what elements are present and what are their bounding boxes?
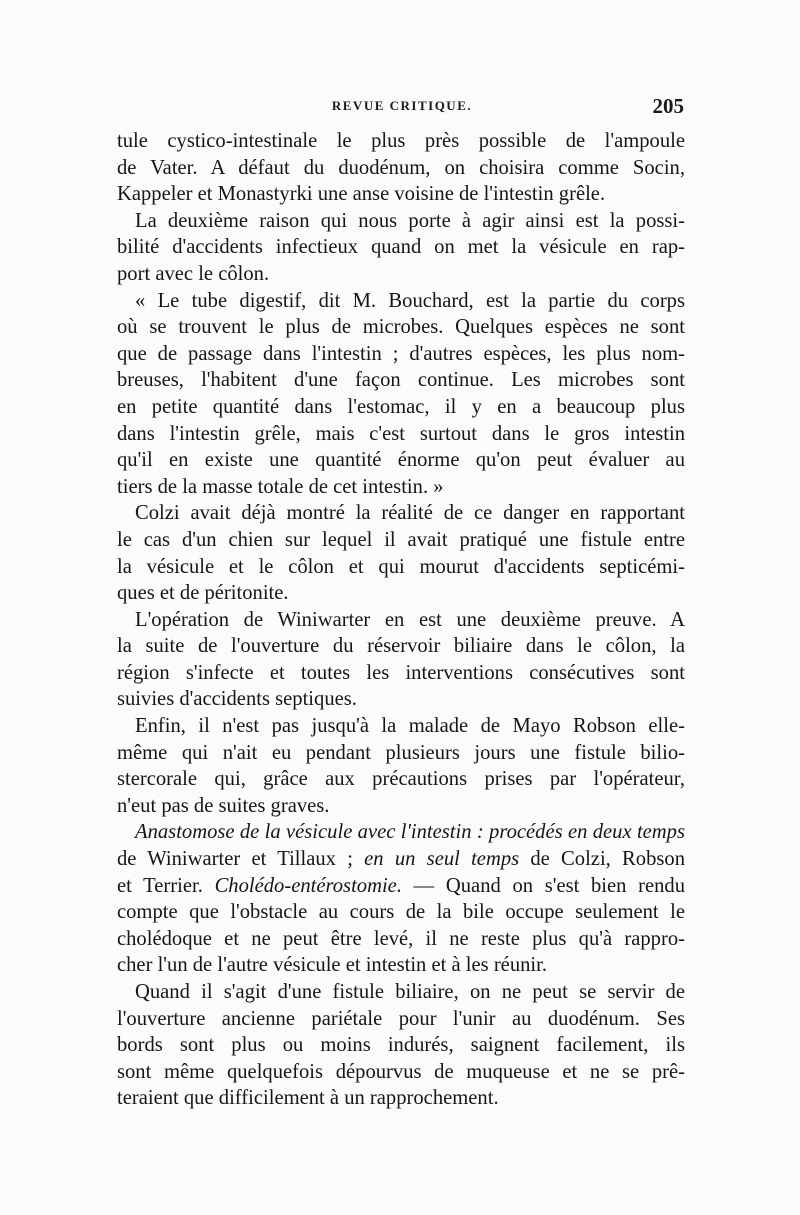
text-line: tiers de la masse totale de cet intestin. » xyxy=(117,475,444,498)
text-run: de Winiwarter et Tillaux ; xyxy=(117,848,365,871)
text-run: — Quand on s'est bien rendu xyxy=(401,874,685,897)
text-line: qu'il en existe une quantité énorme qu'on peut évaluer au xyxy=(117,449,685,472)
text-line: dans l'intestin grêle, mais c'est surtout dans le gros intestin xyxy=(117,422,685,445)
text-line: de Vater. A défaut du duodénum, on choisira comme Socin, xyxy=(117,156,685,179)
text-line: port avec le côlon. xyxy=(117,262,270,285)
italic-run: en un seul temps xyxy=(364,848,520,871)
text-line: La deuxième raison qui nous porte à agir ainsi est la possi- xyxy=(135,209,685,232)
text-line: bilité d'accidents infectieux quand on met la vésicule en rap- xyxy=(117,236,685,259)
running-title: REVUE CRITIQUE. xyxy=(331,98,473,113)
text-line xyxy=(117,846,685,873)
text-run: de Colzi, Robson xyxy=(519,848,685,871)
text-line: L'opération de Winiwarter en est une deuxième preuve. A xyxy=(135,608,685,631)
text-line: le cas d'un chien sur lequel il avait pratiqué une fistule entre xyxy=(117,528,685,551)
text-line: l'ouverture ancienne pariétale pour l'unir au duodénum. Ses xyxy=(117,1007,685,1030)
text-line: cholédoque et ne peut être levé, il ne reste plus qu'à rappro- xyxy=(117,927,685,950)
text-line: la suite de l'ouverture du réservoir biliaire dans le côlon, la xyxy=(117,635,685,658)
page-number: 205 xyxy=(652,94,684,118)
text-line: Quand il s'agit d'une fistule biliaire, on ne peut se servir de xyxy=(135,981,685,1003)
text-line: teraient que difficilement à un rapprochement. xyxy=(117,1087,499,1110)
text-line: en petite quantité dans l'estomac, il y en a beaucoup plus xyxy=(117,395,685,418)
text-line: breuses, l'habitent d'une façon continue. Les microbes sont xyxy=(117,369,685,392)
section-heading: Anastomose de la vésicule avec l'intestin : procédés en deux temps xyxy=(135,821,685,844)
text-line: même qui n'ait eu pendant plusieurs jours une fistule bilio- xyxy=(117,741,685,764)
italic-run: Cholédo-entérostomie. xyxy=(214,874,402,897)
text-line: que de passage dans l'intestin ; d'autres espèces, les plus nom- xyxy=(117,342,685,365)
text-line: la vésicule et le côlon et qui mourut d'accidents septicémi- xyxy=(117,555,685,578)
text-line: Kappeler et Monastyrki une anse voisine de l'intestin grêle. xyxy=(117,183,606,206)
text-line: « Le tube digestif, dit M. Bouchard, est la partie du corps xyxy=(135,289,685,312)
text-line: tule cystico-intestinale le plus près possible de l'ampoule xyxy=(117,130,685,152)
text-line: stercorale qui, grâce aux précautions prises par l'opérateur, xyxy=(117,768,685,791)
body-text xyxy=(117,128,685,1112)
text-line: où se trouvent le plus de microbes. Quelques espèces ne sont xyxy=(117,316,685,339)
text-line xyxy=(117,873,685,900)
text-line: Colzi avait déjà montré la réalité de ce danger en rapportant xyxy=(135,502,685,525)
section-heading-line xyxy=(117,819,685,846)
page-header xyxy=(118,96,686,120)
text-line: Enfin, il n'est pas jusqu'à la malade de Mayo Robson elle- xyxy=(135,715,685,738)
text-line: n'eut pas de suites graves. xyxy=(117,794,330,817)
text-run: et Terrier. xyxy=(117,874,215,897)
text-line: région s'infecte et toutes les interventions consécutives sont xyxy=(117,661,685,684)
text-line: bords sont plus ou moins indurés, saignent facilement, ils xyxy=(117,1034,685,1057)
text-line: ques et de péritonite. xyxy=(117,582,289,605)
text-line: sont même quelquefois dépourvus de muqueuse et ne se prê- xyxy=(117,1060,685,1083)
text-line: compte que l'obstacle au cours de la bile occupe seulement le xyxy=(117,901,685,924)
text-line: cher l'un de l'autre vésicule et intestin et à les réunir. xyxy=(117,954,548,977)
text-line: suivies d'accidents septiques. xyxy=(117,688,357,711)
